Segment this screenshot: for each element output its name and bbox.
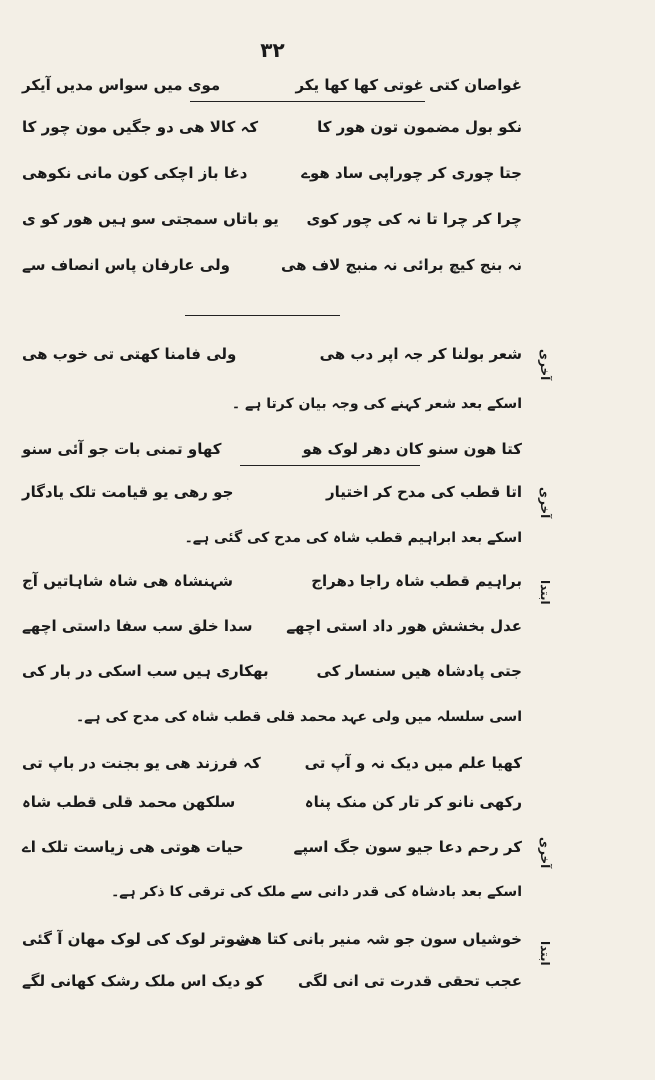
verse-second-hemistich: حیات ھوتی ھی زیاست تلک اے	[22, 838, 244, 856]
margin-note: آخری	[538, 837, 552, 869]
section-heading: اسی سلسلہ میں ولی عہد محمد قلی قطب شاہ کی مدح کی ہے۔	[75, 709, 522, 725]
margin-note: ابتدا	[538, 940, 552, 966]
verse-first-hemistich: چرا کر چرا تا نہ کی چور کوی	[306, 210, 522, 228]
verse-first-hemistich: خوشیاں سون جو شہ منیر بانی کتا ھی	[236, 930, 522, 948]
verse-second-hemistich: بھکاری ہیں سب اسکی در بار کی	[22, 662, 269, 680]
verse-second-hemistich: کو دیک اس ملک رشک کھانی لگے	[22, 972, 264, 990]
verse-line	[22, 210, 522, 240]
verse-line	[22, 754, 522, 784]
verse-second-hemistich: جو رھی یو قیامت تلک یادگار	[22, 483, 234, 501]
verse-second-hemistich: سدا خلق سب سفا داستی اچھے	[22, 617, 253, 635]
page-number: ۳۲	[260, 38, 285, 62]
verse-first-hemistich: عدل بخشش ھور داد استی اچھے	[286, 617, 522, 635]
verse-second-hemistich: کہ فرزند ھی یو بجنت در باپ تی	[22, 754, 261, 772]
verse-line	[22, 164, 522, 194]
verse-first-hemistich: کتا ھون سنو کان دھر لوک ھو	[302, 440, 522, 458]
verse-first-hemistich: شعر بولنا کر جہ اپر دب ھی	[319, 345, 522, 363]
verse-line	[22, 930, 522, 960]
verse-line	[22, 972, 522, 1002]
verse-second-hemistich: کہ کالا ھی دو جگیں مون چور کا	[22, 118, 259, 136]
verse-second-hemistich: یو باتاں سمجتی سو ہیں ھور کو ی	[22, 210, 279, 228]
verse-first-hemistich: نکو بول مضمون تون ھور کا	[317, 118, 522, 136]
verse-second-hemistich: ولی عارفان پاس انصاف سے	[22, 256, 230, 274]
verse-second-hemistich: شہنشاہ ھی شاہ شاہاتیں آج	[22, 572, 233, 590]
verse-first-hemistich: غواصان کتی غوتی کھا کھا یکر	[295, 76, 522, 94]
section-divider	[185, 315, 340, 316]
verse-first-hemistich: جتا چوری کر چوراپی ساد ھوے	[301, 164, 522, 182]
verse-first-hemistich: براہیم قطب شاہ راجا دھراج	[311, 572, 522, 590]
margin-note: ابتدا	[538, 579, 552, 605]
verse-second-hemistich: موی میں سواس مدیں آیکر	[22, 76, 221, 94]
margin-note: آخری	[538, 349, 552, 381]
verse-first-hemistich: نہ بنج کیچ برائی نہ منبج لاف ھی	[280, 256, 522, 274]
verse-first-hemistich: کھیا علم میں دیک نہ و آپ تی	[304, 754, 522, 772]
verse-first-hemistich: کر رحم دعا جیو سون جگ اسپے	[293, 838, 522, 856]
verse-line	[22, 345, 522, 375]
section-heading: اسکے بعد شعر کہنے کی وجہ بیان کرتا ہے ۔	[231, 396, 522, 412]
verse-line	[22, 838, 522, 868]
verse-line	[22, 617, 522, 647]
verse-first-hemistich: رکھی نانو کر تار کن منک پناہ	[304, 793, 522, 811]
verse-second-hemistich: سلکھن محمد قلی قطب شاہ	[22, 793, 236, 811]
verse-line	[22, 662, 522, 692]
verse-second-hemistich: کھاو تمنی بات جو آئی سنو	[22, 440, 222, 458]
margin-note: آخری	[538, 487, 552, 519]
underline-rule	[240, 465, 420, 466]
verse-second-hemistich: شوتر لوک کی لوک مھان آ گئی	[22, 930, 250, 948]
verse-first-hemistich: جتی پادشاہ ھیں سنسار کی	[316, 662, 522, 680]
verse-line	[22, 256, 522, 286]
verse-line	[22, 118, 522, 148]
verse-line	[22, 483, 522, 513]
verse-first-hemistich: اتا قطب کی مدح کر اختیار	[325, 483, 522, 501]
verse-second-hemistich: دغا باز اچکی کون مانی نکوھی	[22, 164, 248, 182]
verse-first-hemistich: عجب تحقی قدرت تی انی لگی	[298, 972, 522, 990]
verse-line	[22, 572, 522, 602]
underline-rule	[190, 101, 425, 102]
section-heading: اسکے بعد بادشاہ کی قدر دانی سے ملک کی ترقی کا ذکر ہے۔	[111, 884, 522, 900]
verse-second-hemistich: ولی فامنا کھتی تی خوب ھی	[22, 345, 237, 363]
section-heading: اسکے بعد ابراہیم قطب شاہ کی مدح کی گئی ہے۔	[184, 530, 522, 546]
verse-line	[22, 793, 522, 823]
